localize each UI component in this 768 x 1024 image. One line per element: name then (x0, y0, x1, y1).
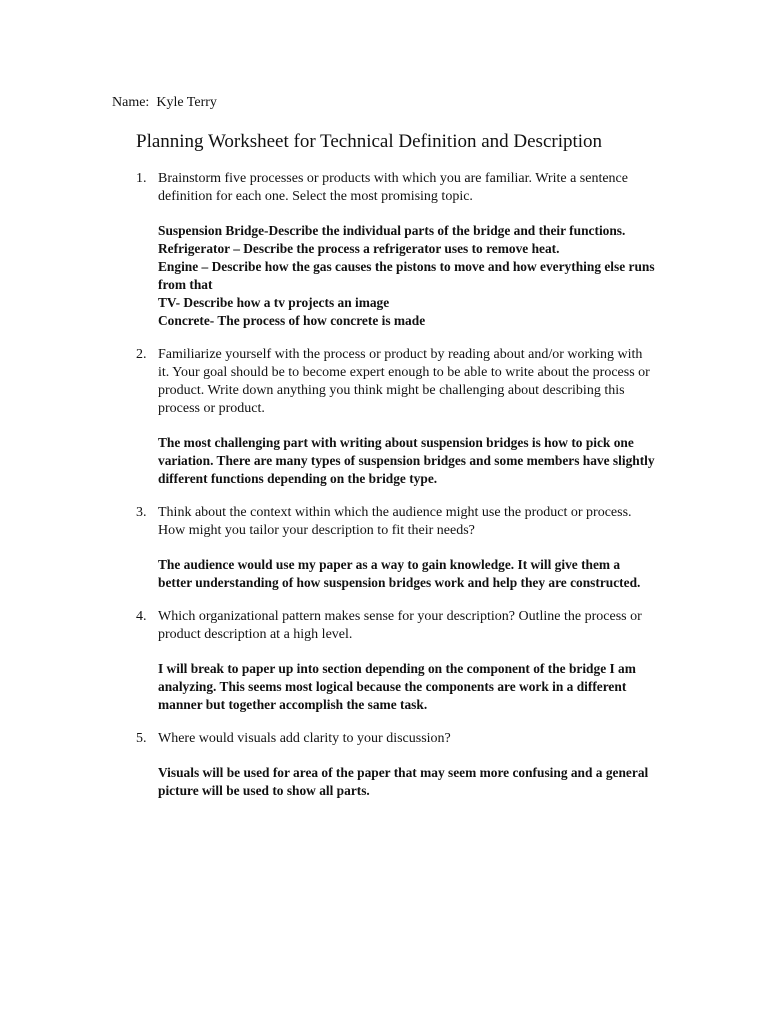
question-list (136, 170, 656, 816)
question-item-3 (136, 504, 656, 592)
question-answer: Visuals will be used for area of the paper that may seem more confusing and a general picture will be used to show all parts. (158, 765, 649, 798)
name-label: Name: (112, 95, 150, 110)
question-number: 3. (136, 505, 147, 520)
student-name: Kyle Terry (156, 95, 217, 110)
answer-line: Suspension Bridge-Describe the individual parts of the bridge and their functions. (158, 223, 626, 238)
answer-line: Refrigerator – Describe the process a refrigerator uses to remove heat. (158, 241, 560, 256)
student-name-line (112, 94, 217, 112)
question-answer: The most challenging part with writing about suspension bridges is how to pick one variation. There are many types of suspension bridges and some members have slightly different functions depending on the bridge type. (158, 435, 655, 486)
question-prompt: Familiarize yourself with the process or product by reading about and/or working with it. Your goal should be to become expert enough to be able to write about the process or product. Write down anything you think might be challenging about describing this process or product. (158, 347, 650, 416)
answer-line: Engine – Describe how the gas causes the pistons to move and how everything else runs from that (158, 259, 655, 292)
answer-line: TV- Describe how a tv projects an image (158, 295, 390, 310)
question-item-1 (136, 170, 656, 330)
question-number: 4. (136, 609, 147, 624)
question-item-4 (136, 608, 656, 714)
question-prompt: Think about the context within which the audience might use the product or process. How might you tailor your description to fit their needs? (158, 505, 632, 538)
question-prompt: Where would visuals add clarity to your discussion? (158, 731, 451, 746)
question-number: 2. (136, 347, 147, 362)
worksheet-title: Planning Worksheet for Technical Definition and Description (136, 131, 603, 152)
question-item-5 (136, 730, 656, 800)
question-item-2 (136, 346, 656, 488)
answer-line: Concrete- The process of how concrete is made (158, 313, 426, 328)
question-answer: The audience would use my paper as a way to gain knowledge. It will give them a better understanding of how suspension bridges work and help they are constructed. (158, 557, 641, 590)
question-answer: I will break to paper up into section depending on the component of the bridge I am analyzing. This seems most logical because the components are work in a different manner but together accomplish the same task. (158, 661, 636, 712)
question-number: 5. (136, 731, 147, 746)
question-number: 1. (136, 171, 147, 186)
question-prompt: Brainstorm five processes or products with which you are familiar. Write a sentence definition for each one. Select the most promising topic. (158, 171, 628, 204)
question-answer (158, 222, 656, 330)
question-prompt: Which organizational pattern makes sense for your description? Outline the process or product description at a high level. (158, 609, 642, 642)
